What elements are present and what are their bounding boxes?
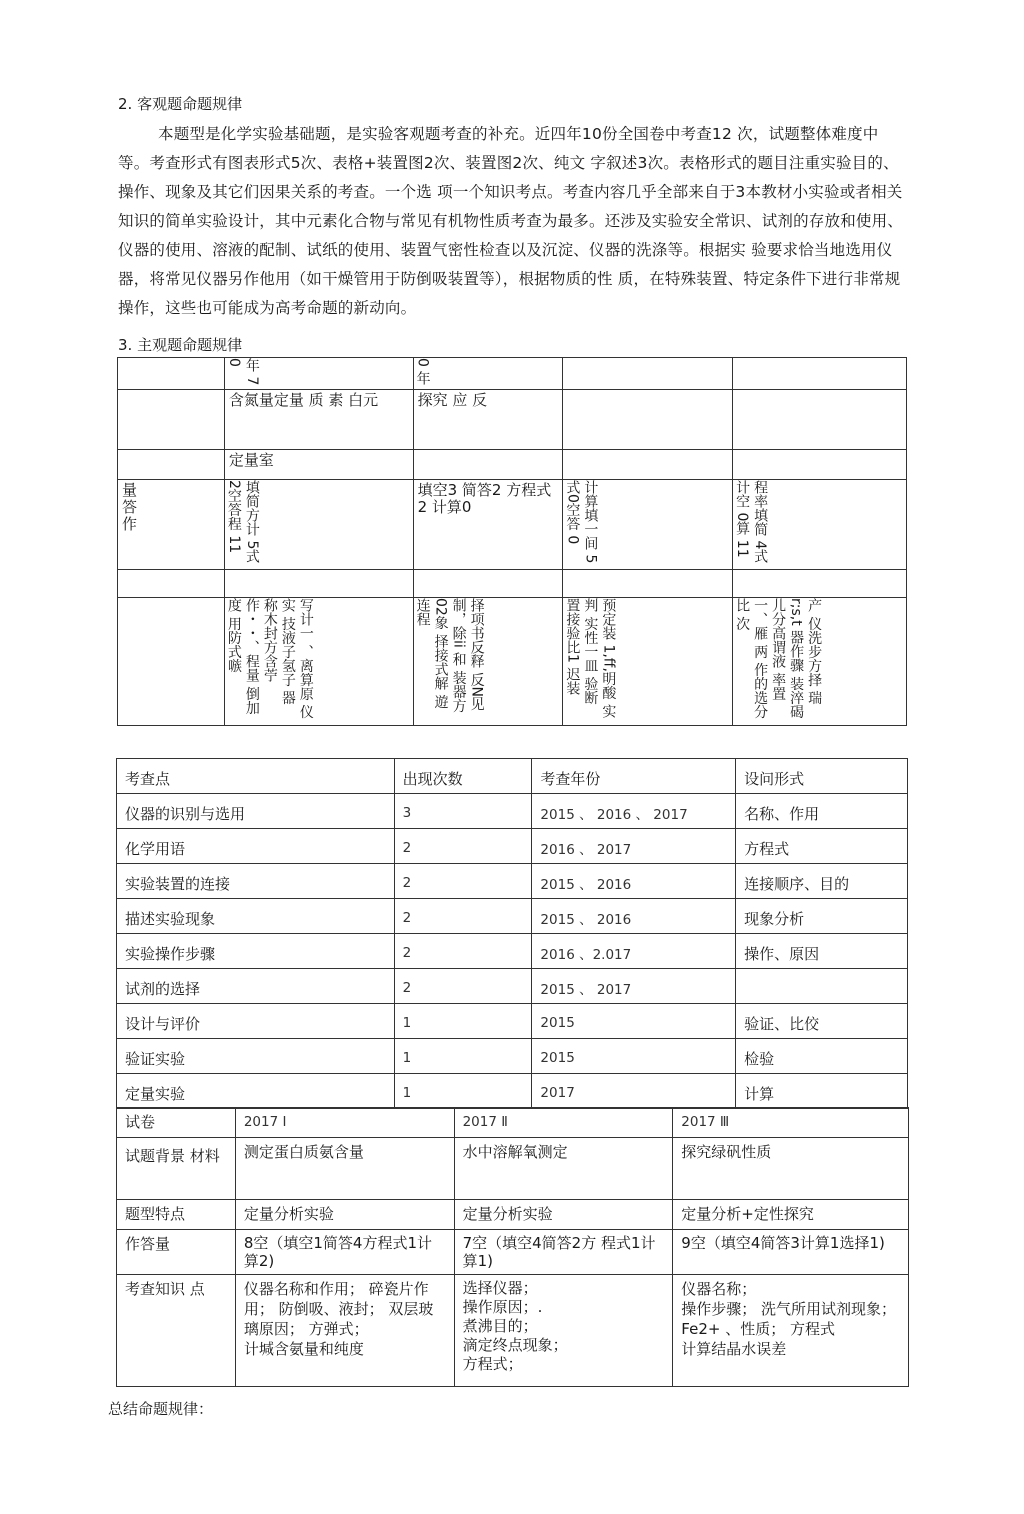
cell — [733, 390, 907, 450]
cell — [224, 570, 413, 598]
knowledge-line: Fe2+ 、性质； 方程式 — [681, 1320, 835, 1338]
years-cell: 2015 、 2017 — [532, 969, 736, 1004]
header-cell: 2017 Ⅲ — [673, 1108, 909, 1138]
table-row — [117, 1138, 909, 1200]
knowledge-line: 煮沸目的； — [462, 1317, 538, 1335]
years-cell: 2015 、 2016 — [532, 864, 736, 899]
question-form-cell: 连接顺序、目的 — [736, 864, 908, 899]
exam-2017-table — [116, 1107, 909, 1387]
question-form-cell: 验证、比佼 — [736, 1004, 908, 1039]
years-cell: 2016 、 2017 — [532, 829, 736, 864]
table-cell — [673, 1275, 909, 1387]
question-form-cell: 现象分析 — [736, 899, 908, 934]
years-cell: 2017 — [532, 1074, 736, 1109]
cell: 写计一 、离算原 仪实 技液子氢子 器 称木封方含苧 作・・、程量 倒加度 用防式嗾 — [224, 598, 413, 726]
cell — [118, 570, 225, 598]
cell: 计算填一间 5式0空答 0 — [563, 480, 733, 570]
cell: 填空3 简答2 方程式2 计算0 — [413, 480, 563, 570]
knowledge-line: 操作原因；. — [462, 1298, 543, 1316]
table-row — [117, 1074, 908, 1109]
cell — [563, 570, 733, 598]
count-cell: 1 — [394, 1074, 532, 1109]
table-cell: 定量分析实验 — [454, 1200, 673, 1230]
section3-title: 3. 主观题命题规律 — [118, 336, 243, 354]
section2-title: 2. 客观题命题规律 — [118, 95, 243, 113]
subjective-table-garbled — [117, 357, 907, 726]
table-row — [117, 934, 908, 969]
row-label: 作答量 — [117, 1230, 236, 1275]
years-cell: 2015 — [532, 1004, 736, 1039]
table-row — [117, 1200, 909, 1230]
question-form-cell: 操作、原因 — [736, 934, 908, 969]
cell — [563, 390, 733, 450]
cell: 0 年 — [413, 358, 563, 390]
table-cell: 水中溶解氧测定 — [454, 1138, 673, 1200]
table-row — [117, 1039, 908, 1074]
table-row — [117, 899, 908, 934]
years-cell: 2016 、2.017 — [532, 934, 736, 969]
years-cell: 2015 — [532, 1039, 736, 1074]
header-cell: 设问形式 — [736, 759, 908, 794]
table-row — [117, 829, 908, 864]
table-row — [117, 1275, 909, 1387]
cell — [733, 570, 907, 598]
knowledge-line: 仪器名称和作用； 碎瓷片作用； 防倒吸、液封； 双层玻璃原因； 方弹式； — [243, 1280, 434, 1338]
table-row — [117, 794, 908, 829]
cell: 择项书反释 反N见制，除ii 和 装器方02象 择接式解 遊连程 — [413, 598, 563, 726]
knowledge-line: 操作步骤； 洗气所用试剂现象； — [681, 1300, 897, 1318]
exam-point-stats-table — [116, 758, 908, 1109]
exam-point-cell: 验证实验 — [117, 1039, 395, 1074]
count-cell: 3 — [394, 794, 532, 829]
cell: 量 答 作 — [118, 480, 225, 570]
question-form-cell — [736, 969, 908, 1004]
table-header-row — [117, 759, 908, 794]
section2-paragraph: 本题型是化学实验基础题，是实验客观题考查的补充。近四年10份全国卷中考查12 次，试题整体难度中等。考查形式有图表形式5次、表格+装置图2次、装置图2次、纯文 字叙述3次。表格形式的题目注重实验目的、操作、现象及其它们因果关系的考查。一个选 项一个知识考点。考查内容几乎全部来自于3本教材小实验或者相关知识的简单实验设计，其中元素化合物与常见有机物性质考查为最多。还涉及实验安全常识、试剂的存放和使用、 仪器的使用、溶液的配制、试纸的使用、装置气密性检查以及沉淀、仪器的洗涤等。根据实 验要求恰当地选用仪器，将常见仪器另作他用（如干燥管用于防倒吸装置等），根据物质的性 质，在特殊装置、特定条件下进行非常规操作，这些也可能成为高考命题的新动向。 — [118, 125, 904, 317]
header-cell: 考查年份 — [532, 759, 736, 794]
table-cell: 定量分析实验 — [235, 1200, 454, 1230]
count-cell: 2 — [394, 829, 532, 864]
row-label: 考查知识 点 — [117, 1275, 236, 1387]
cell — [118, 390, 225, 450]
cell: 年 7 0 — [224, 358, 413, 390]
cell — [118, 450, 225, 480]
exam-point-cell: 实验装置的连接 — [117, 864, 395, 899]
cell — [118, 598, 225, 726]
table-cell: 测定蛋白质氨含量 — [235, 1138, 454, 1200]
table-row — [117, 1004, 908, 1039]
knowledge-line: 仪器名称； — [681, 1280, 757, 1298]
table-header-row — [117, 1108, 909, 1138]
table-cell: 9空（填空4简答3计算1选择1) — [673, 1230, 909, 1275]
header-cell: 出现次数 — [394, 759, 532, 794]
cell — [733, 358, 907, 390]
exam-point-cell: 实验操作步骤 — [117, 934, 395, 969]
exam-point-cell: 试剂的选择 — [117, 969, 395, 1004]
header-cell: 试卷 — [117, 1108, 236, 1138]
count-cell: 2 — [394, 934, 532, 969]
years-cell: 2015 、 2016 — [532, 899, 736, 934]
table-cell: 探究绿矾性质 — [673, 1138, 909, 1200]
table-row — [117, 1230, 909, 1275]
row-label: 题型特点 — [117, 1200, 236, 1230]
table-cell: 定量分析+定性探究 — [673, 1200, 909, 1230]
cell: 探究 应 反 — [413, 390, 563, 450]
cell — [413, 450, 563, 480]
question-form-cell: 名称、作用 — [736, 794, 908, 829]
years-cell: 2015 、 2016 、 2017 — [532, 794, 736, 829]
summary-heading: 总结命题规律： — [108, 1400, 214, 1418]
cell: 填简方计 5式2空答程 11 — [224, 480, 413, 570]
header-cell: 2017 Ⅰ — [235, 1108, 454, 1138]
cell: 定量室 — [224, 450, 413, 480]
exam-point-cell: 设计与评价 — [117, 1004, 395, 1039]
count-cell: 1 — [394, 1039, 532, 1074]
knowledge-line: 计算结晶水误差 — [681, 1340, 787, 1358]
cell: 含氮量定量 质 素 白元 — [224, 390, 413, 450]
header-cell: 考查点 — [117, 759, 395, 794]
knowledge-line: 计堿含氨量和纯度 — [243, 1340, 364, 1358]
exam-point-cell: 定量实验 — [117, 1074, 395, 1109]
table-cell: 8空（填空1简答4方程式1计算2) — [235, 1230, 454, 1275]
table-row — [117, 969, 908, 1004]
count-cell: 2 — [394, 899, 532, 934]
exam-point-cell: 仪器的识别与选用 — [117, 794, 395, 829]
knowledge-line: 选择仪器； — [462, 1279, 538, 1297]
question-form-cell: 计算 — [736, 1074, 908, 1109]
table-cell — [454, 1275, 673, 1387]
cell — [733, 450, 907, 480]
exam-point-cell: 化学用语 — [117, 829, 395, 864]
cell — [413, 570, 563, 598]
table-cell — [235, 1275, 454, 1387]
exam-point-cell: 描述实验现象 — [117, 899, 395, 934]
question-form-cell: 检验 — [736, 1039, 908, 1074]
header-cell: 2017 Ⅱ — [454, 1108, 673, 1138]
count-cell: 2 — [394, 864, 532, 899]
table-cell: 7空（填空4简答2方 程式1计算1) — [454, 1230, 673, 1275]
row-label: 试题背景 材料 — [117, 1138, 236, 1200]
cell: 预定装 1,ff,明酸 实判 实性一皿 验断 置接验比1 迟装 — [563, 598, 733, 726]
cell: 程率填简 4式计空 0算 11 — [733, 480, 907, 570]
knowledge-line: 方程式； — [462, 1355, 523, 1373]
cell — [563, 450, 733, 480]
cell — [118, 358, 225, 390]
cell — [563, 358, 733, 390]
count-cell: 2 — [394, 969, 532, 1004]
table-row — [117, 864, 908, 899]
count-cell: 1 — [394, 1004, 532, 1039]
cell: 产 仪洗步方择 瑞 r;s,t 器作骤 装淬碣 儿分高谓液 率置一、雁 两 作的选分比 次 — [733, 598, 907, 726]
question-form-cell: 方程式 — [736, 829, 908, 864]
knowledge-line: 滴定终点现象； — [462, 1336, 568, 1354]
